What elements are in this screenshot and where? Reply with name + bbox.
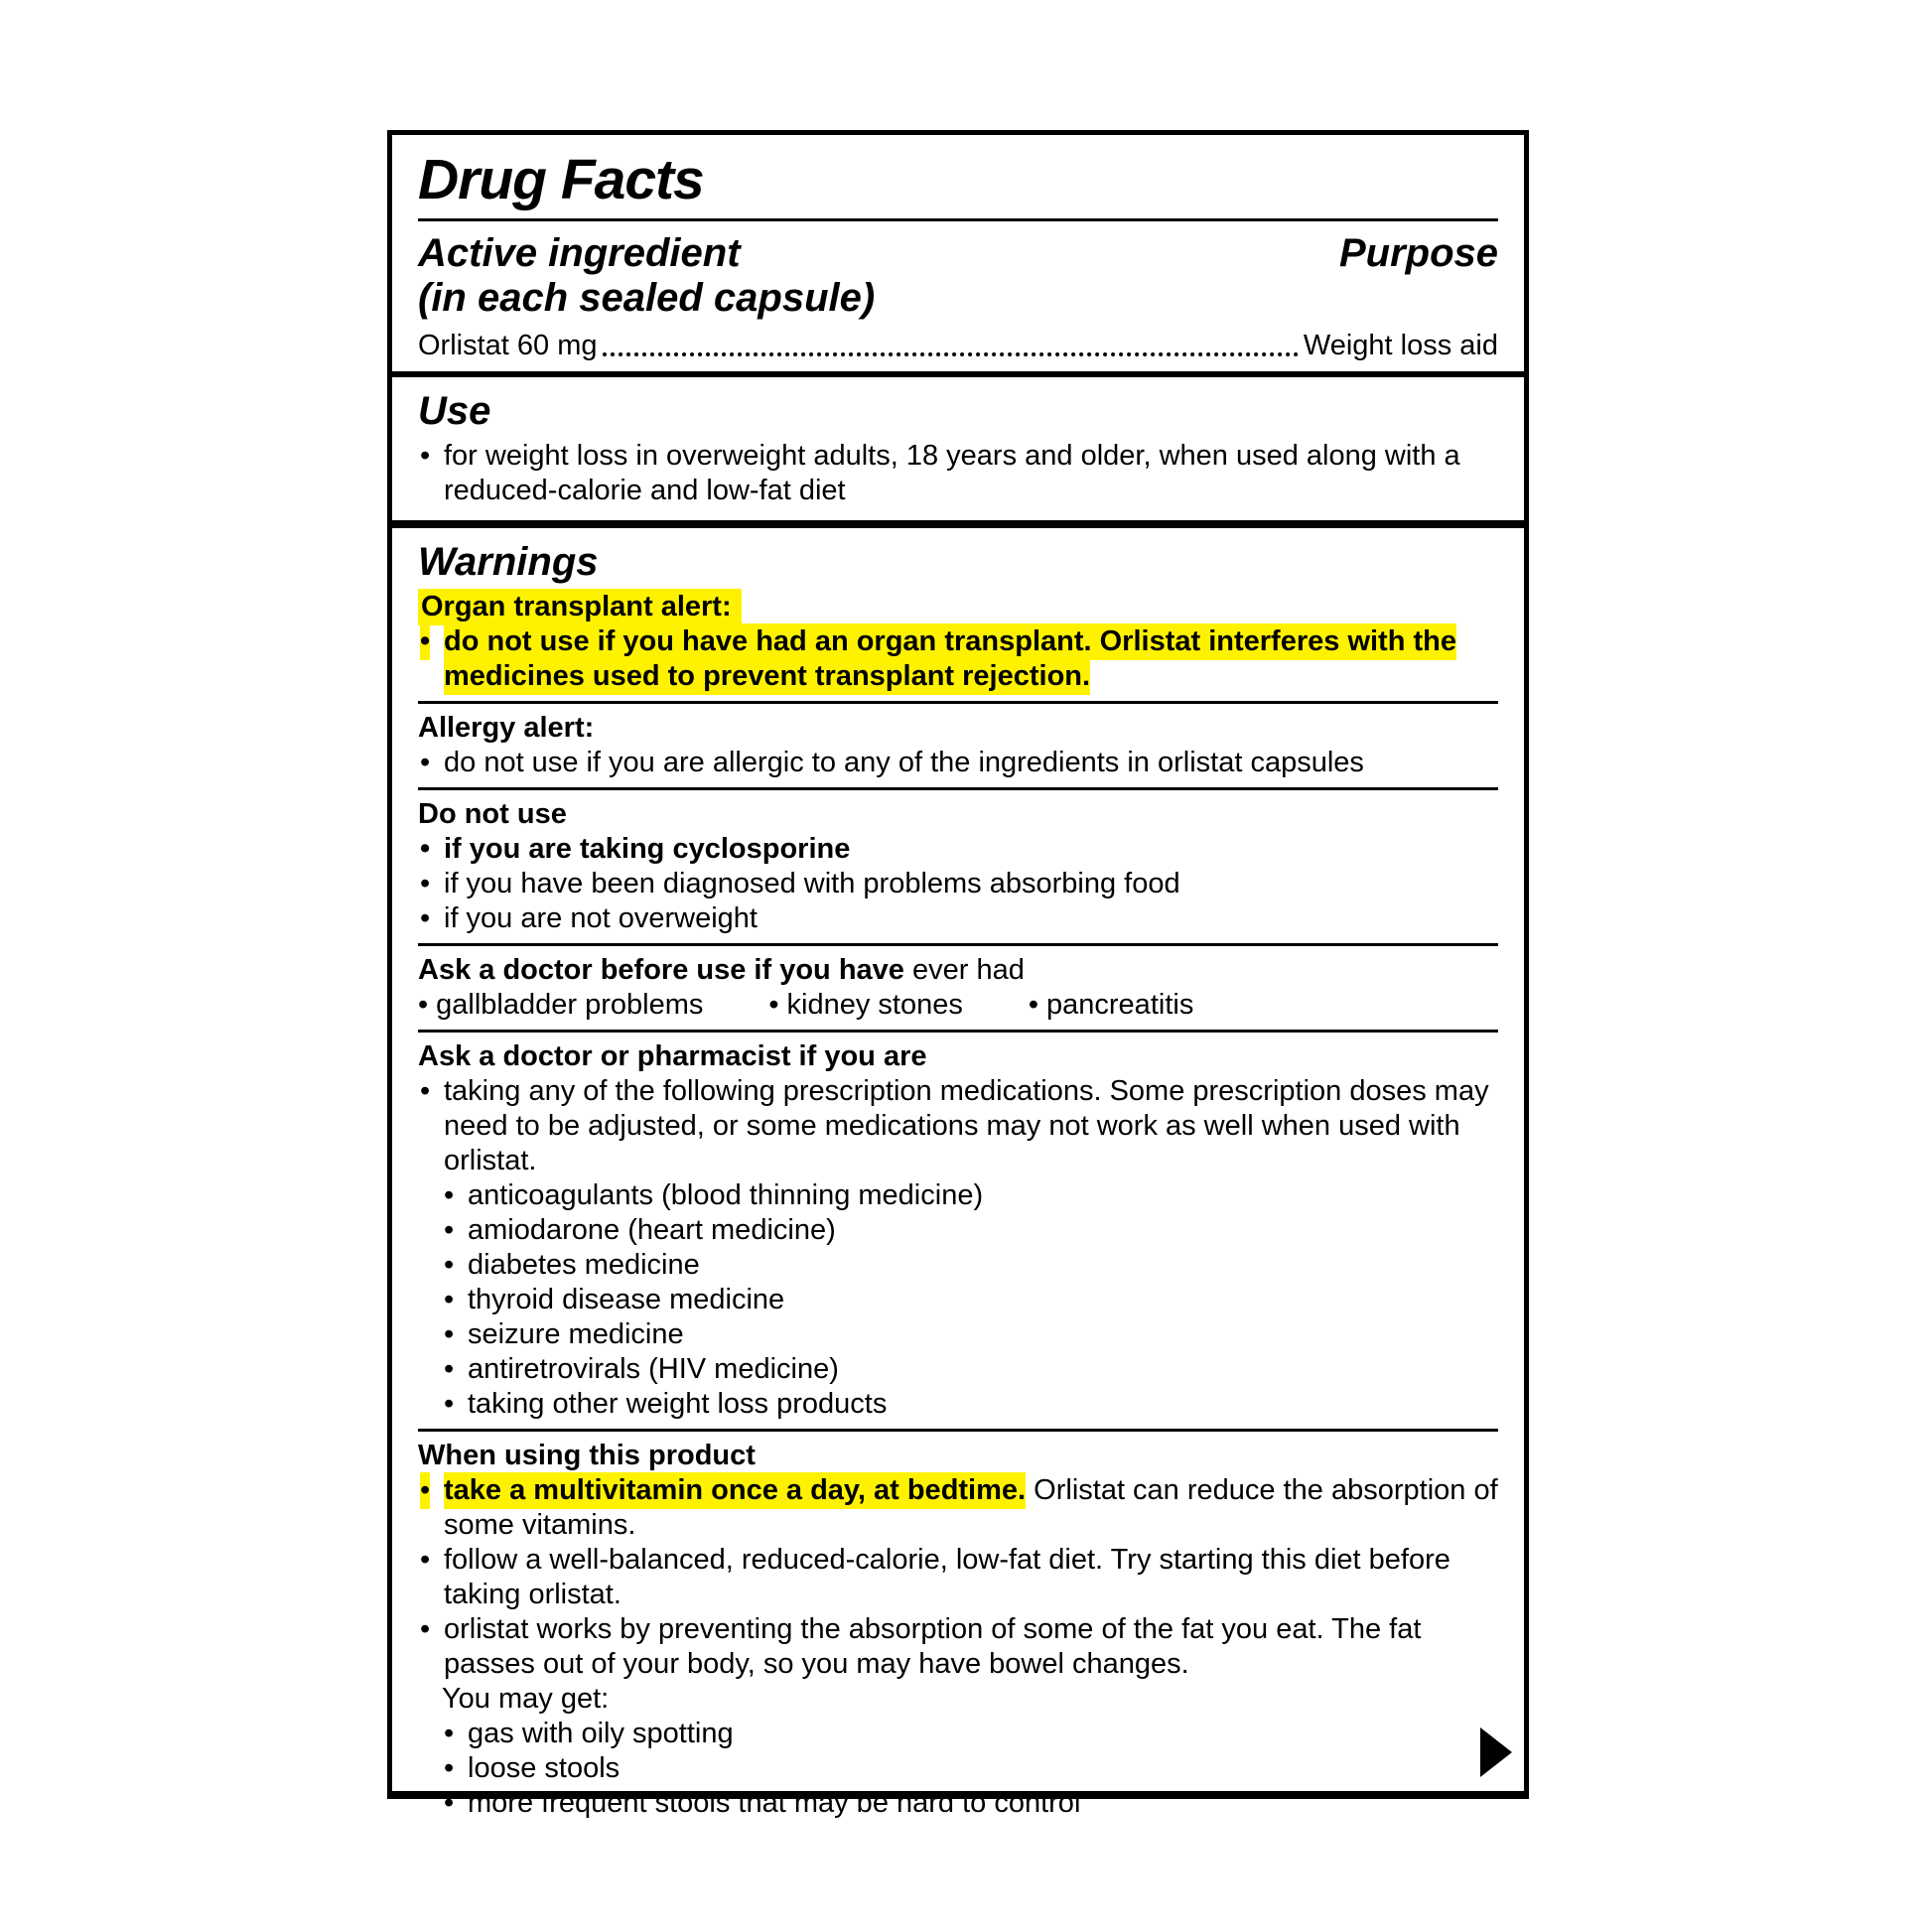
do-not-use-bullet: • if you are not overweight	[420, 902, 758, 934]
header-section	[392, 135, 1524, 371]
bullet-icon: •	[420, 1613, 431, 1645]
active-ingredient-heading-line1: Active ingredient	[418, 231, 741, 275]
you-may-get-label: You may get:	[442, 1683, 610, 1715]
when-using-bullet-diet: • follow a well-balanced, reduced-calorie, low-fat diet. Try starting this diet before taking orlistat.	[420, 1544, 1450, 1610]
allergy-alert-label: Allergy alert:	[418, 712, 595, 744]
side-effect-item: • more frequent stools that may be hard to control	[444, 1787, 1081, 1819]
bullet-icon: •	[444, 1718, 455, 1749]
bullet-icon: •	[444, 1353, 455, 1385]
subsection-rule	[418, 701, 1498, 704]
bullet-icon: •	[420, 902, 431, 934]
use-heading: Use	[418, 389, 491, 433]
do-not-use-label: Do not use	[418, 798, 567, 830]
ask-pharmacist-label: Ask a doctor or pharmacist if you are	[418, 1040, 927, 1072]
ingredient-name: Orlistat 60 mg	[418, 330, 598, 361]
active-ingredient-row	[418, 231, 1498, 321]
title-rule	[418, 218, 1498, 221]
bullet-icon: •	[444, 1752, 455, 1784]
when-using-label: When using this product	[418, 1440, 756, 1471]
continuation-arrow-icon	[1480, 1727, 1512, 1777]
use-bullet: • for weight loss in overweight adults, 18 years and older, when used along with a reduced-calorie and low-fat diet	[420, 440, 1460, 506]
bullet-icon: •	[418, 624, 444, 694]
medication-list-item: • amiodarone (heart medicine)	[444, 1214, 836, 1246]
medication-list-item: • diabetes medicine	[444, 1249, 700, 1281]
subsection-rule	[418, 1429, 1498, 1432]
when-using-bullet-multivitamin: • take a multivitamin once a day, at bedtime. Orlistat can reduce the absorption of some vitamins.	[420, 1474, 1498, 1541]
side-effect-item: • loose stools	[444, 1752, 621, 1784]
bullet-icon: •	[444, 1179, 455, 1211]
bullet-icon: •	[420, 868, 431, 899]
ask-doctor-bullet: • gallbladder problems	[418, 989, 704, 1021]
bullet-icon: •	[444, 1214, 455, 1246]
do-not-use-bullet: • if you have been diagnosed with problems absorbing food	[420, 868, 1180, 899]
purpose-heading: Purpose	[1338, 231, 1498, 275]
dotted-leader	[603, 352, 1299, 356]
use-section	[392, 377, 1524, 520]
drug-facts-title: Drug Facts	[418, 148, 704, 211]
ingredient-purpose: Weight loss aid	[1303, 330, 1498, 361]
ask-doctor-bullet: • kidney stones	[768, 989, 963, 1021]
subsection-rule	[418, 1030, 1498, 1033]
section-divider-thick	[392, 520, 1524, 528]
ingredient-purpose-row	[418, 329, 1498, 363]
bullet-icon: •	[420, 1544, 431, 1576]
bullet-icon: •	[418, 1473, 444, 1543]
bullet-icon: •	[444, 1388, 455, 1420]
ask-doctor-bullet-row	[418, 988, 1498, 1023]
bullet-icon: •	[420, 440, 431, 472]
drug-facts-label	[387, 130, 1529, 1819]
bullet-icon: •	[1028, 989, 1039, 1021]
bullet-icon: •	[420, 833, 431, 865]
warnings-section	[392, 528, 1524, 1833]
warnings-heading: Warnings	[418, 540, 599, 584]
side-effect-item: • gas with oily spotting	[444, 1718, 734, 1749]
medication-list-item: • thyroid disease medicine	[444, 1284, 785, 1315]
when-using-bullet-fat: • orlistat works by preventing the absorption of some of the fat you eat. The fat passes out of your body, so you may have bowel changes.	[420, 1613, 1422, 1680]
bullet-icon: •	[420, 1075, 431, 1107]
medication-list-item: • seizure medicine	[444, 1318, 684, 1350]
subsection-rule	[418, 787, 1498, 790]
medication-list-item: • antiretrovirals (HIV medicine)	[444, 1353, 839, 1385]
organ-transplant-alert-label: Organ transplant alert:	[418, 590, 1498, 624]
allergy-alert-bullet: • do not use if you are allergic to any of the ingredients in orlistat capsules	[420, 747, 1364, 778]
medication-list-item: • anticoagulants (blood thinning medicine)	[444, 1179, 984, 1211]
active-ingredient-heading	[418, 231, 875, 321]
subsection-rule	[418, 943, 1498, 946]
bullet-icon: •	[420, 747, 431, 778]
bullet-icon: •	[444, 1284, 455, 1315]
do-not-use-bullet: • if you are taking cyclosporine	[420, 833, 851, 865]
bullet-icon: •	[444, 1787, 455, 1819]
ask-doctor-bullet: • pancreatitis	[1028, 989, 1194, 1021]
bullet-icon: •	[418, 989, 429, 1021]
ask-doctor-label: Ask a doctor before use if you have ever had	[418, 954, 1025, 986]
active-ingredient-heading-line2: (in each sealed capsule)	[418, 276, 876, 320]
bullet-icon: •	[768, 989, 779, 1021]
bullet-icon: •	[444, 1249, 455, 1281]
ask-pharmacist-bullet: • taking any of the following prescription medications. Some prescription doses may need to be adjusted, or some medications may not work as well when used with orlistat.	[420, 1075, 1489, 1176]
organ-transplant-alert-bullet: • do not use if you have had an organ transplant. Orlistat interferes with the medicines used to prevent transplant rejection.	[418, 624, 1498, 694]
medication-list-item: • taking other weight loss products	[444, 1388, 888, 1420]
bullet-icon: •	[444, 1318, 455, 1350]
